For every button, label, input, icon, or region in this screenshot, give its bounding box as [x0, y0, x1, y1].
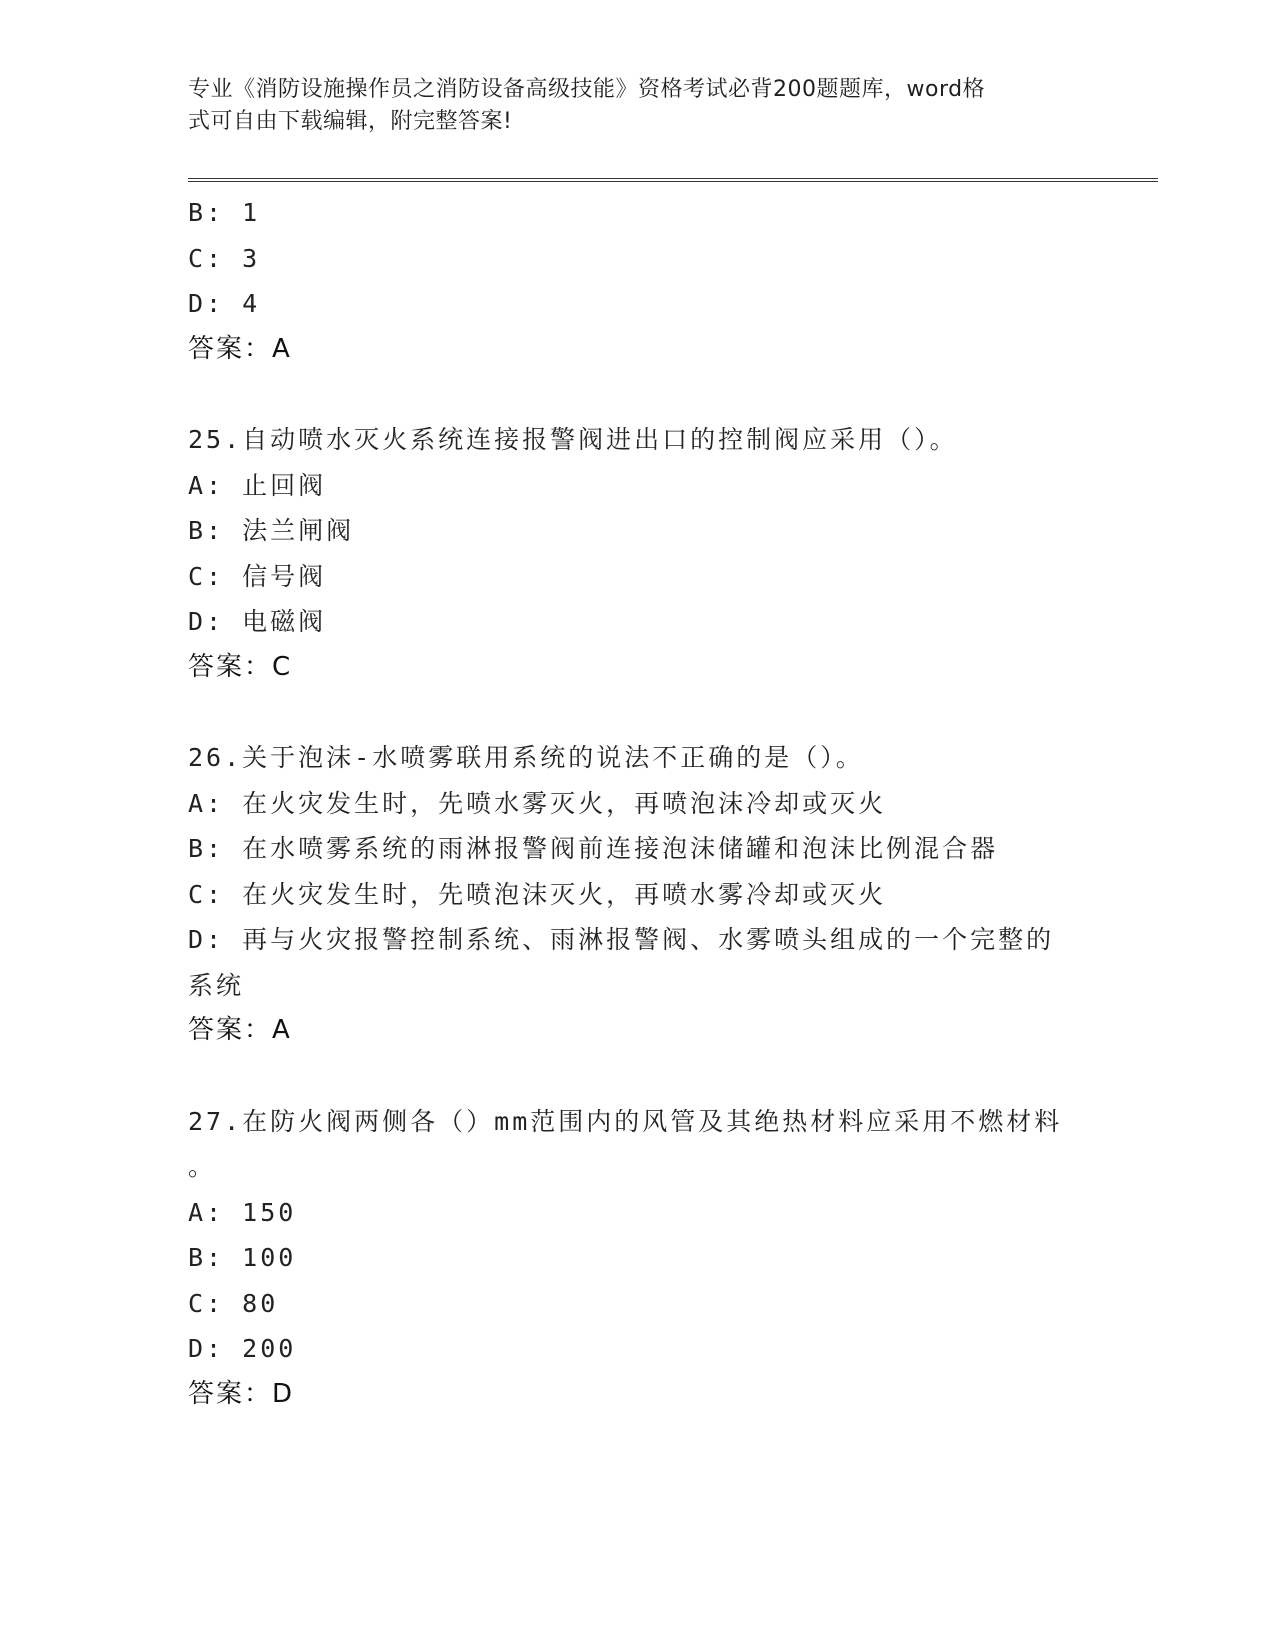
question-25 — [188, 417, 1088, 690]
question-27 — [188, 1099, 1088, 1418]
question-26 — [188, 735, 1088, 1054]
answer: 答案：C — [188, 651, 293, 682]
option-a: A: 止回阀 — [188, 470, 327, 500]
answer: 答案：A — [188, 333, 292, 364]
option-d: D: 200 — [188, 1334, 297, 1363]
option-d-continued: 系统 — [188, 970, 245, 1000]
spacer — [188, 372, 1088, 417]
option-a: A: 150 — [188, 1197, 297, 1227]
option-b: B: 法兰闸阀 — [188, 516, 355, 545]
option-d: D: 电磁阀 — [188, 607, 327, 636]
option-b: B: 1 — [188, 198, 261, 227]
question-stem: 26.关于泡沫-水喷雾联用系统的说法不正确的是（）。 — [188, 743, 864, 772]
answer: 答案：A — [188, 1015, 292, 1045]
option-c: C: 3 — [188, 243, 261, 273]
header-line-1: 专业《消防设施操作员之消防设备高级技能》资格考试必背200题题库，word格 — [188, 77, 986, 102]
question-stem: 25.自动喷水灭火系统连接报警阀进出口的控制阀应采用（）。 — [188, 425, 958, 454]
option-a: A: 在火灾发生时，先喷水雾灭火，再喷泡沫冷却或灭火 — [188, 788, 887, 818]
option-c: C: 信号阀 — [188, 561, 327, 591]
spacer — [188, 690, 1088, 735]
option-b: B: 在水喷雾系统的雨淋报警阀前连接泡沫储罐和泡沫比例混合器 — [188, 834, 999, 863]
answer: 答案：D — [188, 1378, 295, 1409]
option-d: D: 4 — [188, 289, 261, 318]
option-d: D: 再与火灾报警控制系统、雨淋报警阀、水雾喷头组成的一个完整的 — [188, 925, 1055, 954]
question-stem: 27.在防火阀两侧各（）mm范围内的风管及其绝热材料应采用不燃材料 — [188, 1106, 1063, 1136]
option-c: C: 80 — [188, 1288, 279, 1318]
question-24-continued — [188, 190, 1088, 372]
document-header — [188, 74, 1068, 138]
question-stem-continued: 。 — [188, 1152, 217, 1181]
header-divider — [188, 178, 1158, 182]
header-line-2: 式可自由下载编辑，附完整答案! — [188, 109, 513, 134]
option-c: C: 在火灾发生时，先喷泡沫灭火，再喷水雾冷却或灭火 — [188, 879, 887, 909]
spacer — [188, 1054, 1088, 1099]
option-b: B: 100 — [188, 1243, 297, 1272]
question-list — [188, 190, 1088, 1417]
